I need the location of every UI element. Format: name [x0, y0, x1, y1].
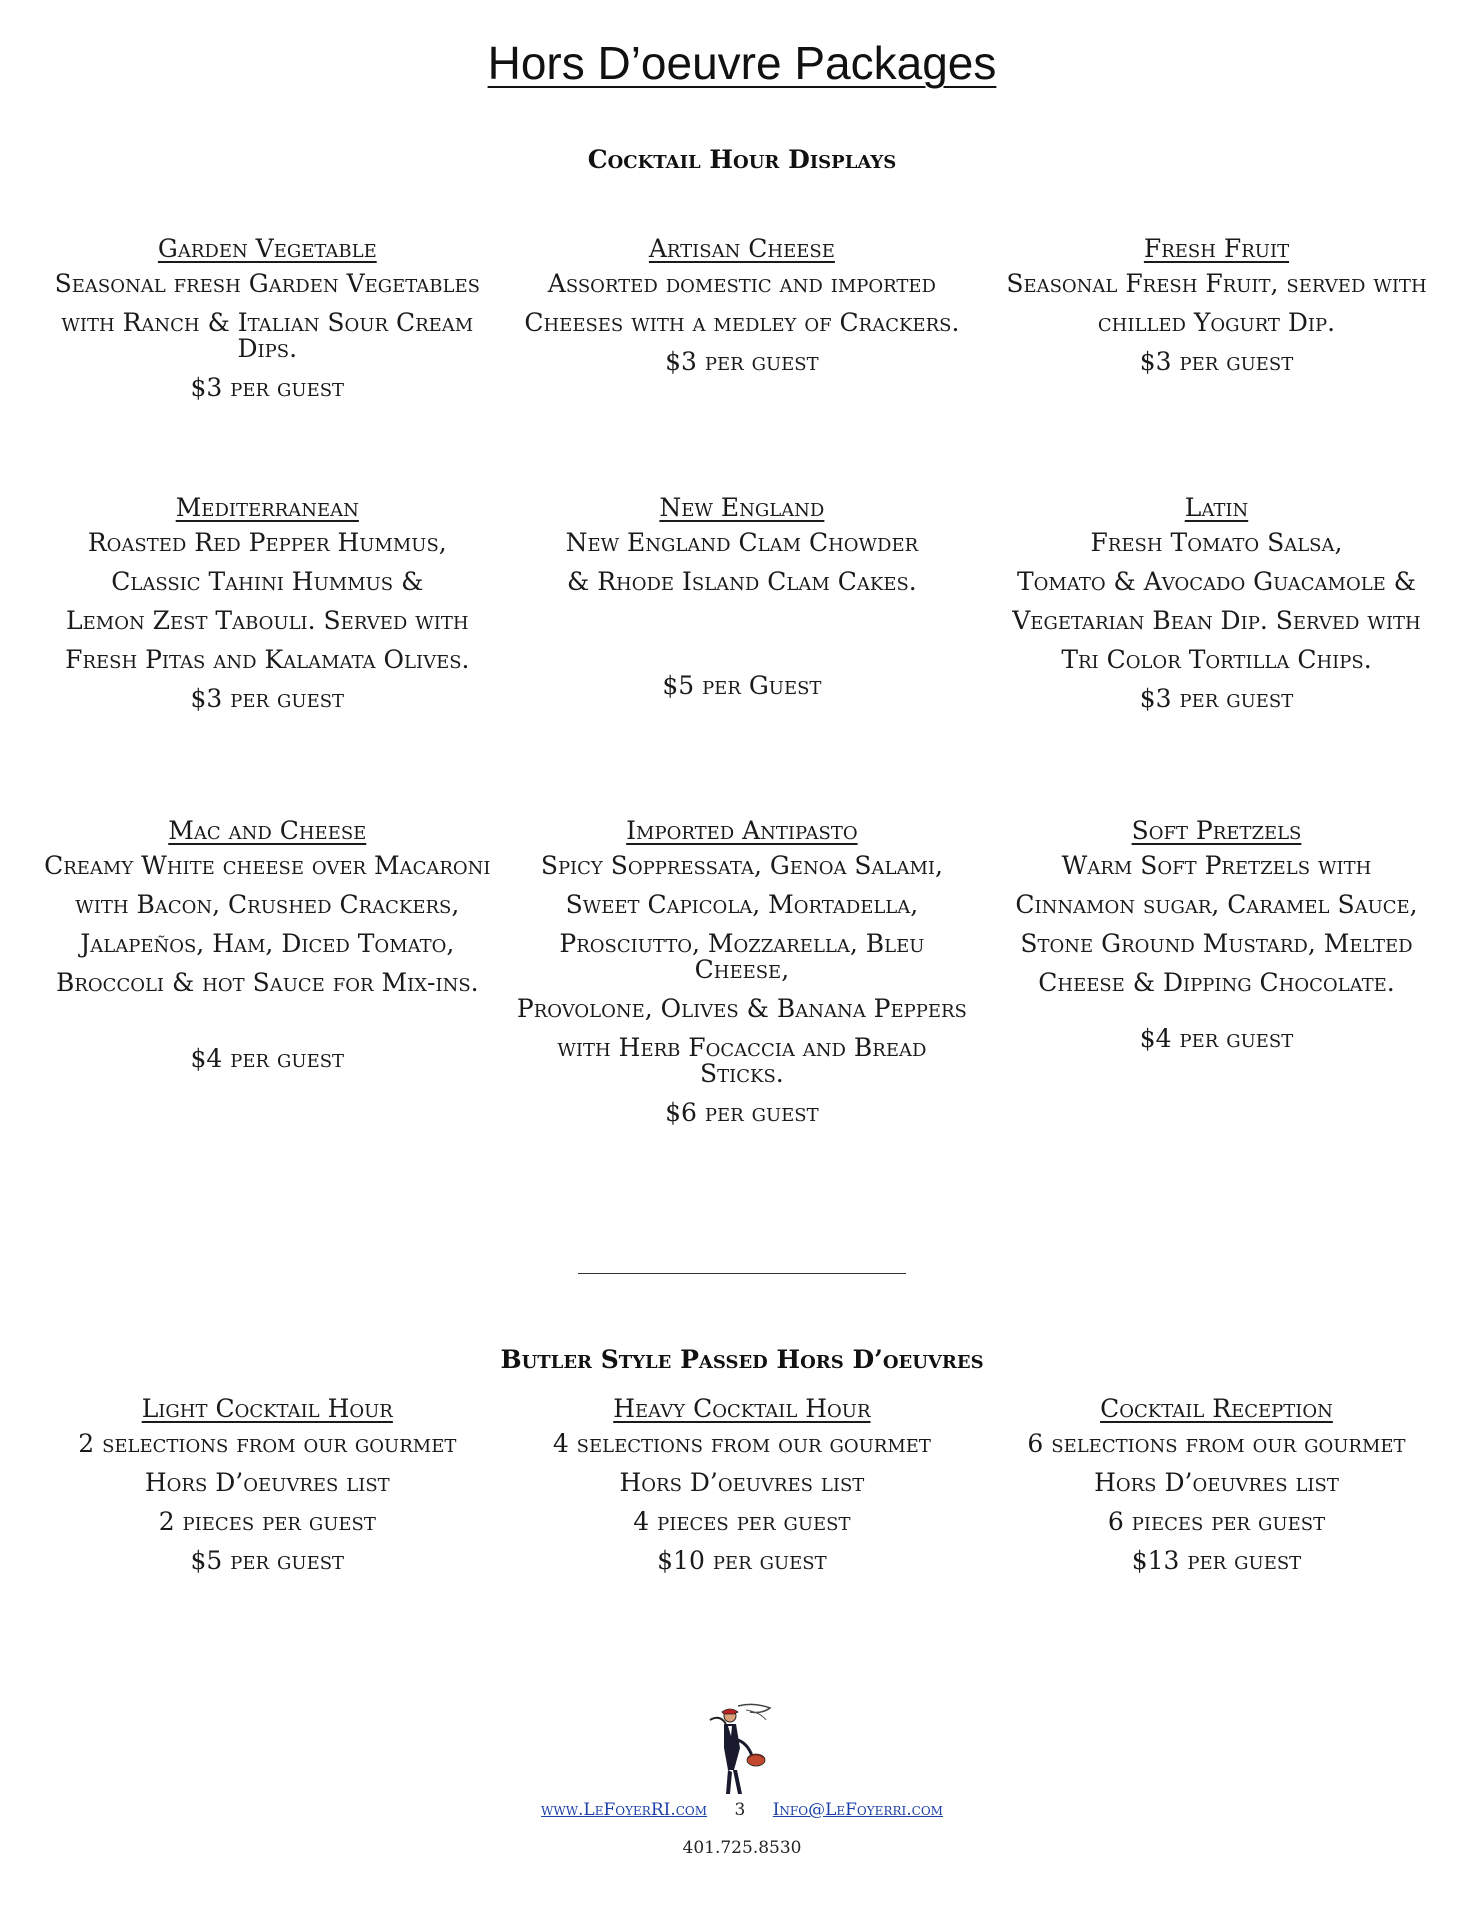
display-item-mac-and-cheese [30, 815, 505, 1139]
item-line: Spicy Soppressata, Genoa Salami, [540, 851, 943, 880]
item-price: $3 per guest [1139, 684, 1294, 713]
package-line: 4 pieces per guest [633, 1507, 851, 1536]
page-number: 3 [734, 1800, 746, 1820]
item-price: $3 per guest [665, 347, 819, 376]
item-line: Creamy White cheese over Macaroni [44, 851, 491, 880]
butler-packages-row [30, 1393, 1454, 1587]
item-line: & Rhode Island Clam Cakes. [567, 567, 917, 596]
package-price: $10 per guest [657, 1546, 827, 1575]
display-item-garden-vegetable [30, 233, 505, 414]
item-line: Assorted domestic and imported [547, 269, 936, 298]
item-heading: Fresh Fruit [1143, 234, 1290, 263]
display-item-soft-pretzels [979, 815, 1454, 1139]
item-line: Lemon Zest Tabouli. Served with [66, 606, 469, 635]
item-line: Fresh Pitas and Kalamata Olives. [65, 645, 470, 674]
item-line: with Ranch & Italian Sour Cream Dips. [61, 308, 474, 363]
item-price: $6 per guest [665, 1098, 819, 1127]
display-row-3 [30, 815, 1454, 1139]
item-price: $3 per guest [1139, 347, 1294, 376]
package-heading: Heavy Cocktail Hour [613, 1394, 871, 1423]
display-item-artisan-cheese [505, 233, 980, 414]
item-heading: Mac and Cheese [168, 816, 367, 845]
item-line: New England Clam Chowder [565, 528, 919, 557]
page-title: Hors D’oeuvre Packages [487, 37, 997, 89]
package-line: 2 selections from our gourmet [78, 1429, 457, 1458]
package-line: Hors D’oeuvres list [144, 1468, 390, 1497]
item-heading: New England [659, 493, 825, 522]
item-line: Roasted Red Pepper Hummus, [87, 528, 447, 557]
item-line: Sweet Capicola, Mortadella, [565, 890, 919, 919]
item-line: Vegetarian Bean Dip. Served with [1012, 606, 1421, 635]
item-line: Fresh Tomato Salsa, [1090, 528, 1343, 557]
butler-section-heading: Butler Style Passed Hors D’oeuvres [500, 1345, 984, 1374]
item-line: Provolone, Olives & Banana Peppers [516, 994, 967, 1023]
cocktail-section-heading: Cocktail Hour Displays [587, 145, 897, 174]
item-line: Tomato & Avocado Guacamole & [1016, 567, 1416, 596]
item-line: Prosciutto, Mozzarella, Bleu Cheese, [559, 929, 925, 984]
item-price: $3 per guest [190, 373, 345, 402]
item-heading: Latin [1184, 493, 1249, 522]
item-price: $3 per guest [190, 684, 345, 713]
package-price: $13 per guest [1131, 1546, 1302, 1575]
package-heavy-cocktail-hour [505, 1393, 980, 1587]
display-row-2 [30, 492, 1454, 725]
item-line: Seasonal fresh Garden Vegetables [54, 269, 480, 298]
package-cocktail-reception [979, 1393, 1454, 1587]
package-price: $5 per guest [190, 1546, 345, 1575]
package-line: Hors D’oeuvres list [1094, 1468, 1339, 1497]
display-item-mediterranean [30, 492, 505, 725]
item-price: $5 per Guest [662, 671, 822, 700]
phone-number: 401.725.8530 [682, 1838, 802, 1858]
item-heading: Mediterranean [175, 493, 359, 522]
package-line: 2 pieces per guest [158, 1507, 376, 1536]
item-line: Cheese & Dipping Chocolate. [1038, 968, 1395, 997]
section-divider [578, 1273, 906, 1274]
item-line: Classic Tahini Hummus & [111, 567, 424, 596]
item-heading: Soft Pretzels [1131, 816, 1302, 845]
package-line: Hors D’oeuvres list [619, 1468, 865, 1497]
item-line: Stone Ground Mustard, Melted [1020, 929, 1413, 958]
item-line: with Herb Focaccia and Bread Sticks. [557, 1033, 927, 1088]
package-line: 6 selections from our gourmet [1027, 1429, 1406, 1458]
package-heading: Light Cocktail Hour [141, 1394, 393, 1423]
waiter-logo-icon [700, 1700, 776, 1800]
item-line: Jalapeños, Ham, Diced Tomato, [80, 929, 455, 958]
item-line: Seasonal Fresh Fruit, served with [1006, 269, 1427, 298]
item-heading: Artisan Cheese [648, 234, 835, 263]
item-line: with Bacon, Crushed Crackers, [75, 890, 460, 919]
item-line: Warm Soft Pretzels with [1061, 851, 1372, 880]
item-heading: Garden Vegetable [157, 234, 377, 263]
display-item-imported-antipasto [505, 815, 980, 1139]
item-line: Cheeses with a medley of Crackers. [524, 308, 960, 337]
item-line: Broccoli & hot Sauce for Mix-ins. [55, 968, 479, 997]
package-light-cocktail-hour [30, 1393, 505, 1587]
package-line: 4 selections from our gourmet [552, 1429, 931, 1458]
package-line: 6 pieces per guest [1107, 1507, 1326, 1536]
item-line: chilled Yogurt Dip. [1097, 308, 1336, 337]
item-heading: Imported Antipasto [626, 816, 858, 845]
display-item-new-england [505, 492, 980, 725]
display-item-latin [979, 492, 1454, 725]
item-line: Tri Color Tortilla Chips. [1061, 645, 1372, 674]
package-heading: Cocktail Reception [1100, 1394, 1333, 1423]
item-price: $4 per guest [190, 1044, 345, 1073]
email-link[interactable]: Info@LeFoyerri.com [772, 1800, 943, 1820]
footer-links [0, 1800, 1484, 1820]
item-line: Cinnamon sugar, Caramel Sauce, [1015, 890, 1418, 919]
item-price: $4 per guest [1139, 1024, 1294, 1053]
display-row-1 [30, 233, 1454, 414]
display-item-fresh-fruit [979, 233, 1454, 414]
website-link[interactable]: www.LeFoyerRI.com [541, 1800, 708, 1820]
